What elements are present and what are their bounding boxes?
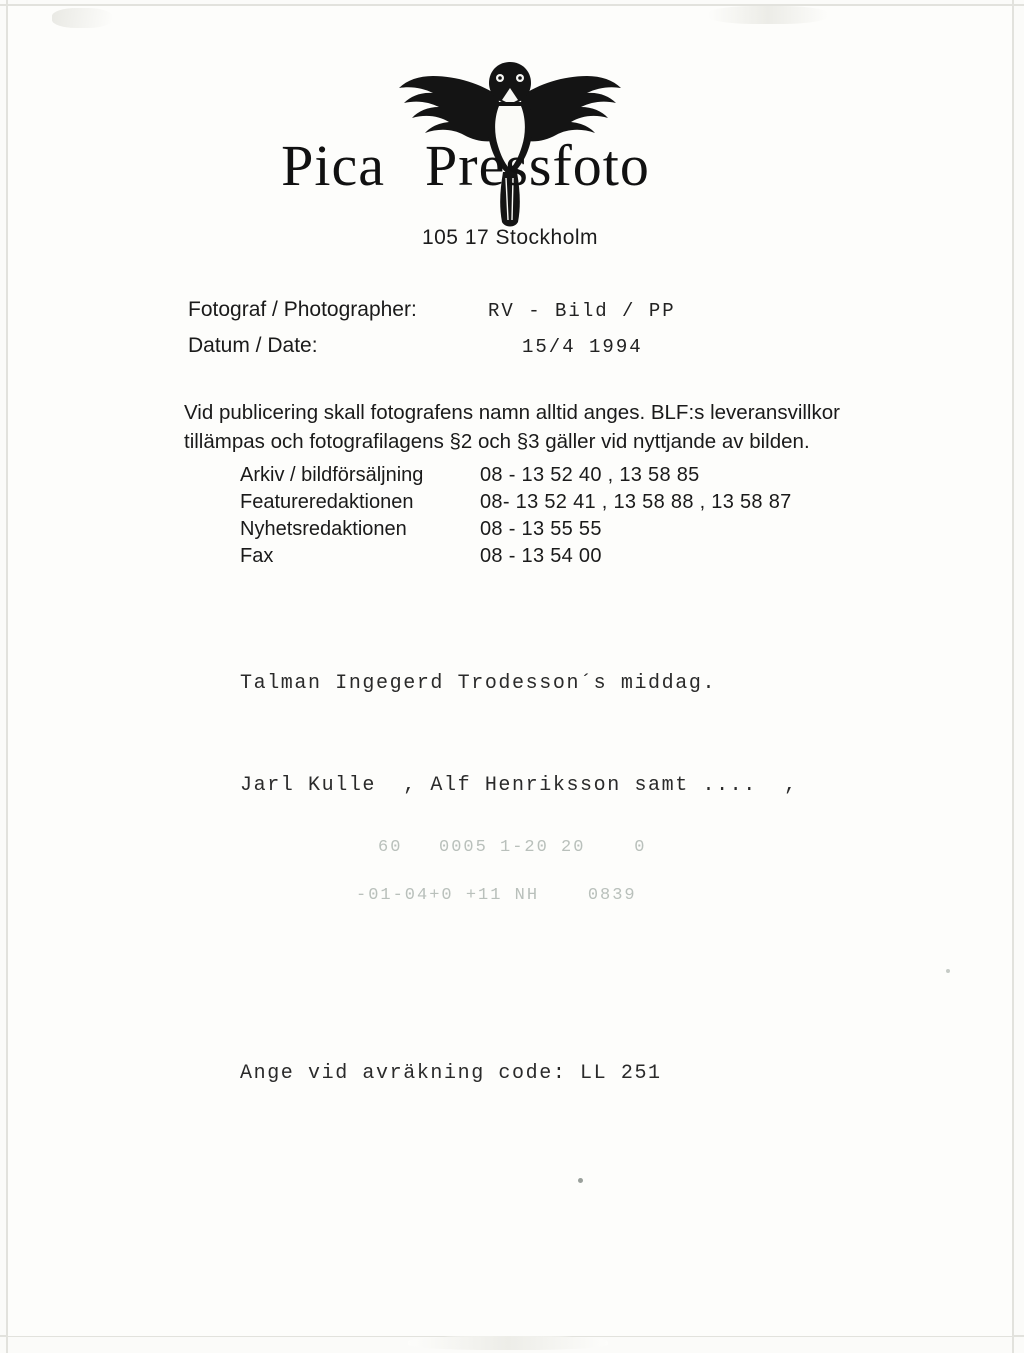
dot-matrix-line-1: 60 0005 1-20 20 0 bbox=[378, 838, 647, 857]
contact-number: 08 - 13 54 00 bbox=[480, 545, 602, 567]
contact-number: 08- 13 52 41 , 13 58 88 , 13 58 87 bbox=[480, 491, 792, 513]
letterhead-address: 105 17 Stockholm bbox=[421, 226, 599, 249]
photographer-row bbox=[188, 298, 988, 334]
logo-row bbox=[8, 36, 1012, 201]
brand-wordmark bbox=[190, 132, 830, 199]
caption-line-2: Jarl Kulle , Alf Henriksson samt .... , bbox=[240, 774, 798, 797]
contact-row bbox=[240, 489, 940, 516]
contact-row bbox=[240, 462, 940, 489]
paper-surface bbox=[8, 6, 1012, 1336]
contact-department: Featureredaktionen bbox=[240, 491, 414, 513]
scan-artifact-smudge-left bbox=[52, 8, 112, 28]
date-value: 15/4 1994 bbox=[522, 336, 643, 358]
letterhead bbox=[8, 36, 1012, 249]
photographer-value: RV - Bild / PP bbox=[488, 300, 676, 322]
date-label: Datum / Date: bbox=[188, 334, 318, 357]
brand-word-pica: Pica bbox=[281, 133, 385, 198]
legal-notice-line-2: tillämpas och fotografilagens §2 och §3 gäller vid nyttjande av bilden. bbox=[184, 430, 810, 453]
scan-artifact-speck-right bbox=[946, 969, 950, 973]
contact-department: Arkiv / bildförsäljning bbox=[240, 464, 424, 486]
scan-artifact-smudge-top-right bbox=[708, 6, 828, 24]
scan-edge-right bbox=[1012, 0, 1014, 1353]
accounting-code-line: Ange vid avräkning code: LL 251 bbox=[240, 1062, 662, 1085]
contact-row bbox=[240, 516, 940, 543]
form-block bbox=[188, 298, 988, 370]
contact-list bbox=[240, 462, 940, 570]
contact-department: Nyhetsredaktionen bbox=[240, 518, 407, 540]
dot-matrix-line-2: -01-04+0 +11 NH 0839 bbox=[356, 886, 637, 905]
photographer-label: Fotograf / Photographer: bbox=[188, 298, 417, 321]
date-row bbox=[188, 334, 988, 370]
brand-word-pressfoto: Pressfoto bbox=[425, 133, 650, 198]
scan-artifact-speck-center bbox=[578, 1178, 583, 1183]
caption-line-1: Talman Ingegerd Trodesson´s middag. bbox=[240, 672, 717, 695]
contact-row bbox=[240, 543, 940, 570]
legal-notice bbox=[184, 398, 944, 456]
legal-notice-line-1: Vid publicering skall fotografens namn alltid anges. BLF:s leveransvillkor bbox=[184, 401, 840, 424]
contact-number: 08 - 13 52 40 , 13 58 85 bbox=[480, 464, 700, 486]
scan-artifact-smudge-bottom bbox=[408, 1336, 608, 1350]
contact-department: Fax bbox=[240, 545, 274, 567]
contact-number: 08 - 13 55 55 bbox=[480, 518, 602, 540]
